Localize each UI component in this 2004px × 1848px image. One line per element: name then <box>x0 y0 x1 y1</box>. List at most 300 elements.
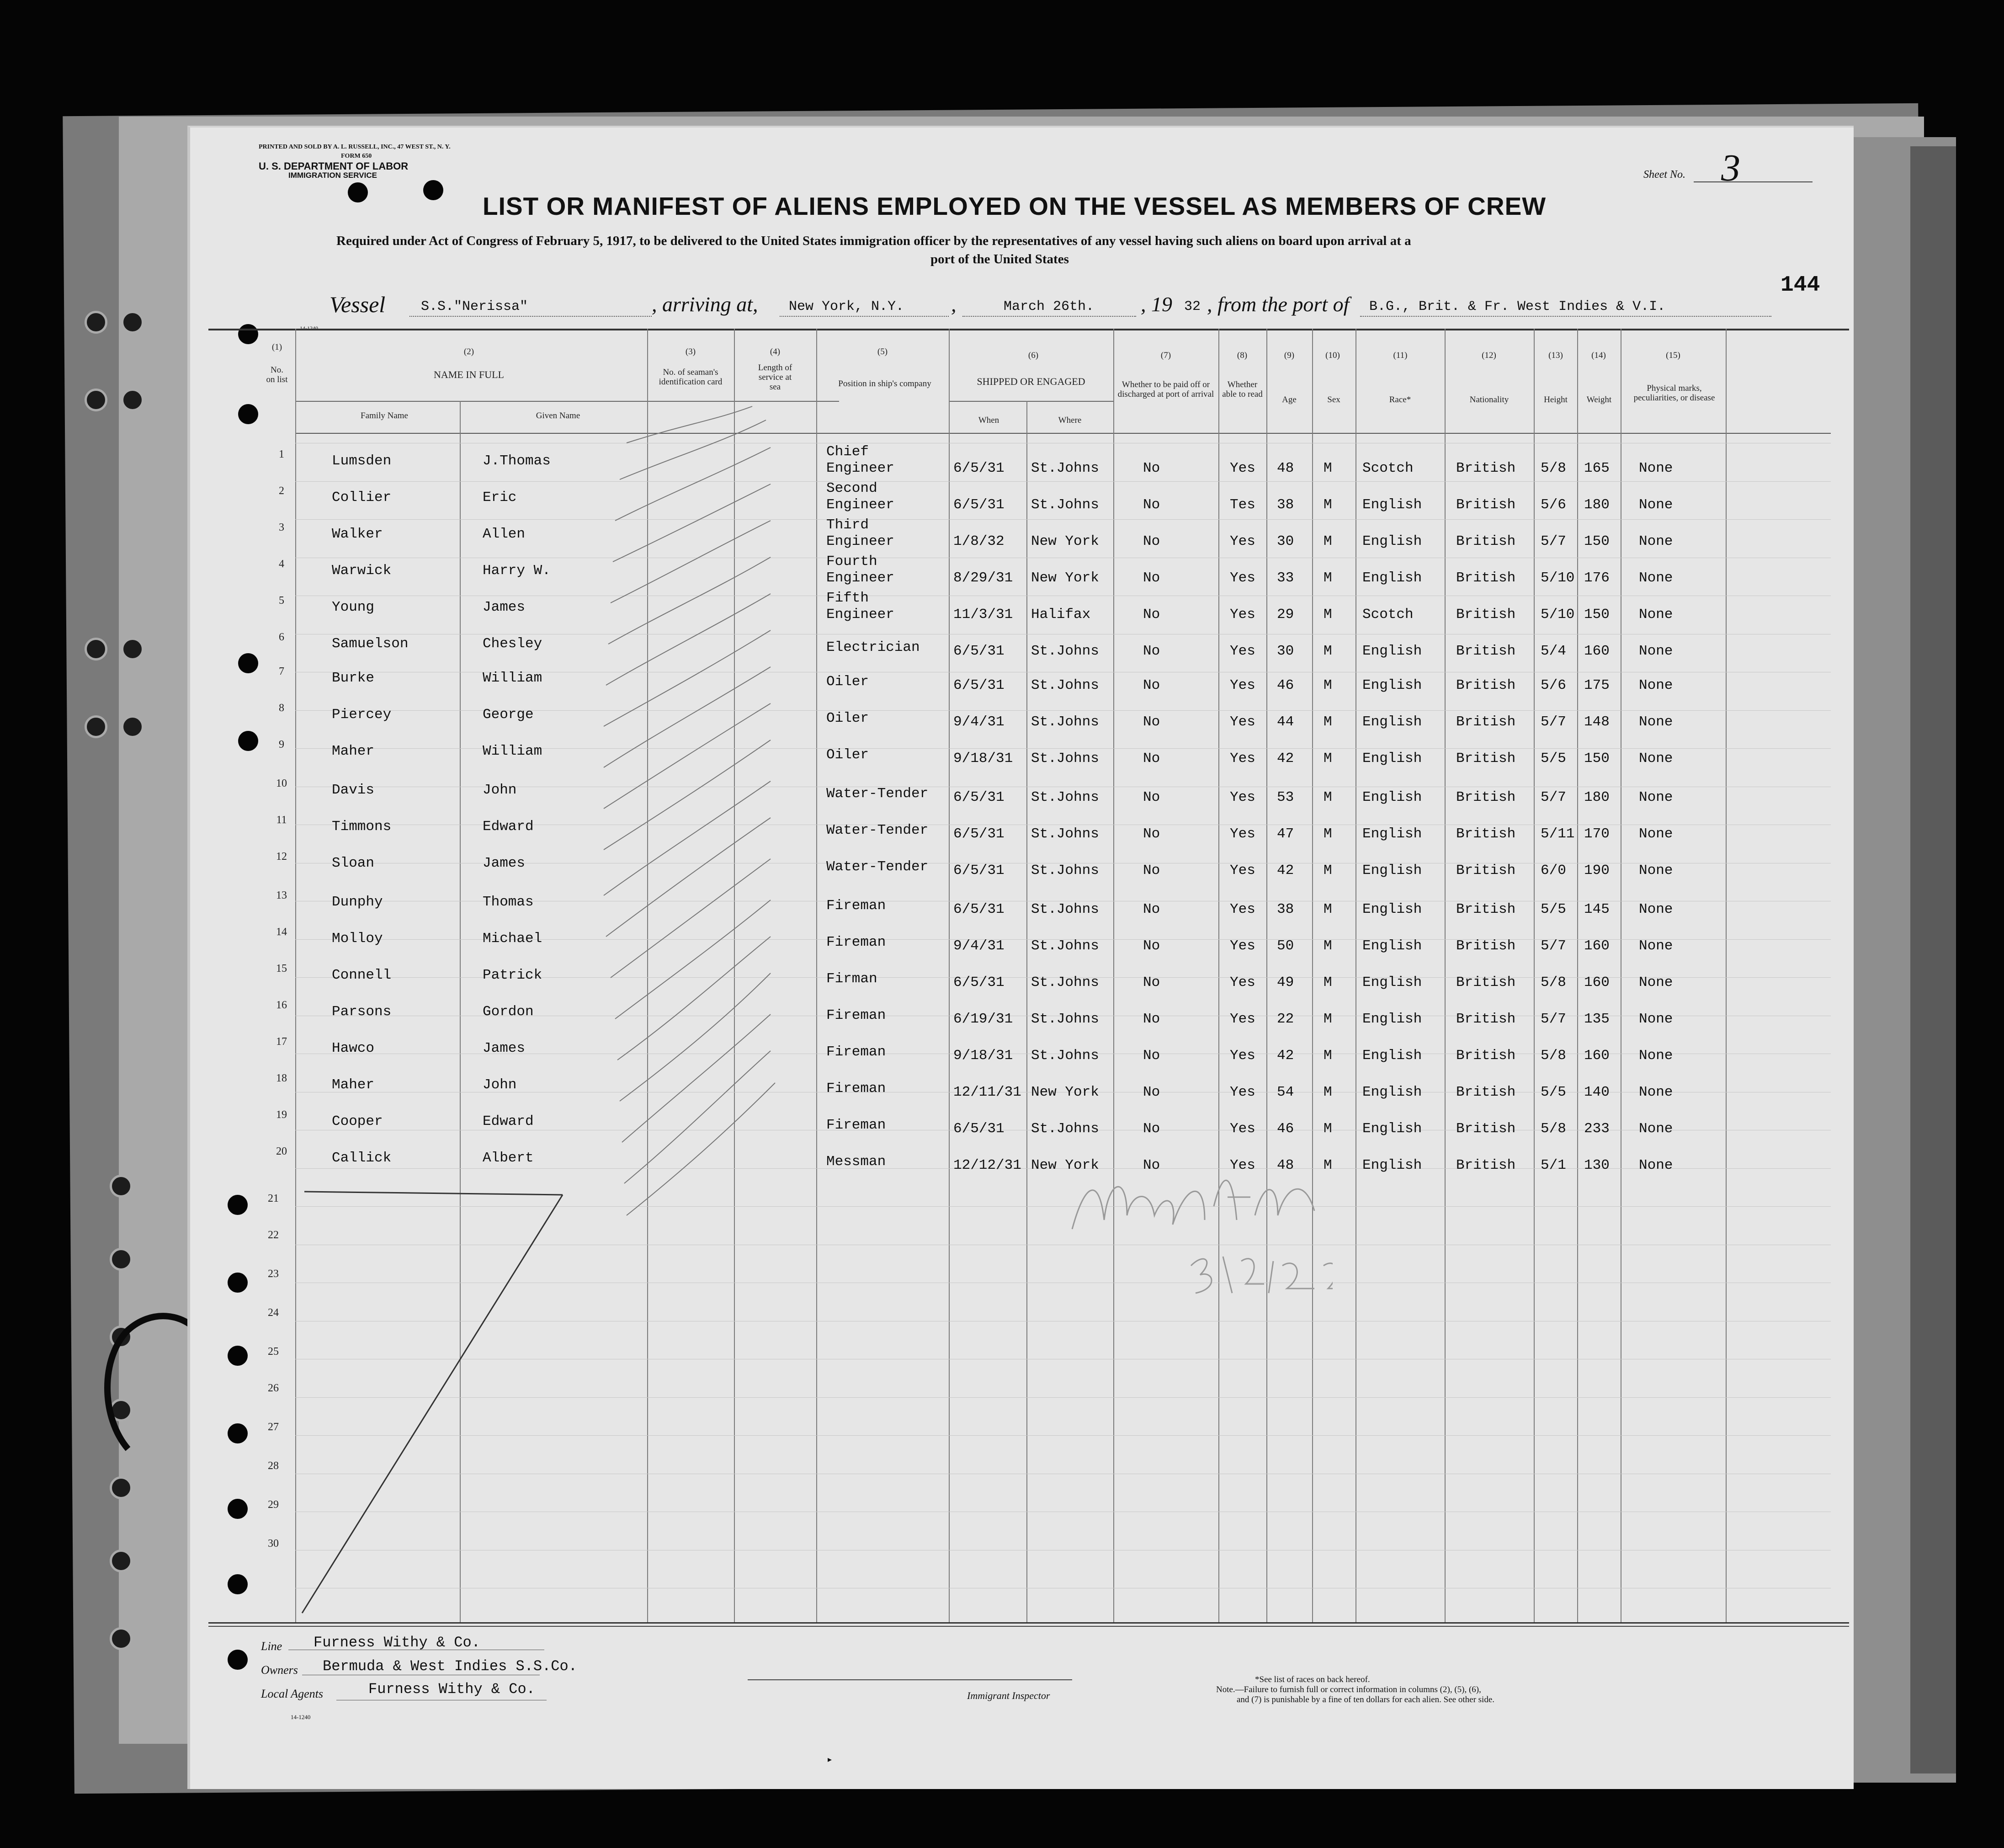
nationality-cell: British <box>1456 1011 1516 1027</box>
nationality-cell: British <box>1456 826 1516 842</box>
able-to-read-cell: Yes <box>1230 533 1255 549</box>
given-name-cell: Eric <box>483 490 517 506</box>
able-to-read-cell: Yes <box>1230 607 1255 623</box>
paid-off-cell: No <box>1143 1121 1160 1137</box>
inspector-handwriting <box>1058 1151 1333 1307</box>
row-number: 16 <box>276 999 287 1011</box>
shipped-when-cell: 6/5/31 <box>953 677 1005 693</box>
sex-cell: M <box>1324 863 1332 879</box>
height-cell: 5/10 <box>1541 607 1575 623</box>
weight-cell: 150 <box>1584 533 1610 549</box>
binder-hole <box>121 638 144 660</box>
position-cell: Fireman <box>826 934 886 950</box>
weight-cell: 145 <box>1584 901 1610 917</box>
paid-off-cell: No <box>1143 677 1160 693</box>
shipped-when-cell: 6/5/31 <box>953 460 1005 476</box>
family-name-cell: Parsons <box>332 1004 392 1020</box>
page-stamp: 144 <box>1781 273 1820 298</box>
race-cell: Scotch <box>1362 460 1414 476</box>
weight-cell: 170 <box>1584 826 1610 842</box>
shipped-when-cell: 12/11/31 <box>953 1084 1021 1100</box>
col1-number: (1) <box>271 342 282 352</box>
physical-marks-cell: None <box>1639 643 1673 659</box>
row-number: 6 <box>279 631 284 643</box>
race-cell: English <box>1362 975 1422 991</box>
col11-number: (11) <box>1393 351 1408 360</box>
age-cell: 47 <box>1277 826 1294 842</box>
paid-off-cell: No <box>1143 1048 1160 1064</box>
position-cell: Chief Engineer <box>826 444 894 476</box>
sex-cell: M <box>1324 1121 1332 1137</box>
row-number: 25 <box>268 1346 279 1358</box>
shipped-when-cell: 6/5/31 <box>953 1121 1005 1137</box>
shipped-when-cell: 6/5/31 <box>953 789 1005 805</box>
line-label: Line <box>261 1640 282 1653</box>
given-name-cell: Thomas <box>483 894 534 910</box>
nationality-cell: British <box>1456 677 1516 693</box>
weight-cell: 150 <box>1584 751 1610 767</box>
physical-marks-cell: None <box>1639 789 1673 805</box>
physical-marks-cell: None <box>1639 460 1673 476</box>
shipped-where-cell: St.Johns <box>1031 1121 1099 1137</box>
given-name-cell: Albert <box>483 1150 534 1166</box>
shipped-where-cell: St.Johns <box>1031 975 1099 991</box>
nationality-cell: British <box>1456 460 1516 476</box>
bottom-mark: ▸ <box>828 1755 832 1764</box>
age-cell: 53 <box>1277 789 1294 805</box>
able-to-read-cell: Yes <box>1230 975 1255 991</box>
family-name-cell: Burke <box>332 670 375 686</box>
age-cell: 49 <box>1277 975 1294 991</box>
binder-hole <box>110 1175 133 1198</box>
shipped-when-cell: 9/4/31 <box>953 938 1005 954</box>
position-cell: Fifth Engineer <box>826 590 894 623</box>
row-number: 30 <box>268 1538 279 1550</box>
col5-number: (5) <box>877 347 888 357</box>
binder-hole <box>110 1248 133 1271</box>
age-cell: 42 <box>1277 751 1294 767</box>
family-name-cell: Hawco <box>332 1040 375 1056</box>
physical-marks-cell: None <box>1639 826 1673 842</box>
agents-label: Local Agents <box>261 1687 324 1700</box>
row-number: 28 <box>268 1460 279 1472</box>
family-name-cell: Collier <box>332 490 392 506</box>
shipped-when-cell: 6/5/31 <box>953 863 1005 879</box>
family-name-cell: Warwick <box>332 563 392 579</box>
position-cell: Fireman <box>826 1007 886 1023</box>
line-value: Furness Withy & Co. <box>314 1634 480 1651</box>
weight-cell: 175 <box>1584 677 1610 693</box>
row-number: 23 <box>268 1268 279 1280</box>
weight-cell: 160 <box>1584 643 1610 659</box>
race-cell: English <box>1362 714 1422 730</box>
shipped-when-cell: 8/29/31 <box>953 570 1013 586</box>
agents-value: Furness Withy & Co. <box>368 1681 535 1698</box>
family-name-cell: Dunphy <box>332 894 383 910</box>
paid-off-cell: No <box>1143 714 1160 730</box>
family-name-cell: Cooper <box>332 1113 383 1129</box>
arrival-date: March 26th. <box>1004 299 1095 314</box>
given-name-cell: William <box>483 743 542 759</box>
age-cell: 29 <box>1277 607 1294 623</box>
physical-marks-cell: None <box>1639 1157 1673 1173</box>
height-cell: 5/5 <box>1541 901 1566 917</box>
binder-hole <box>110 1476 133 1499</box>
sex-cell: M <box>1324 607 1332 623</box>
able-to-read-cell: Yes <box>1230 789 1255 805</box>
weight-cell: 160 <box>1584 975 1610 991</box>
inspector-signature-line <box>748 1679 1072 1680</box>
height-cell: 5/8 <box>1541 1048 1566 1064</box>
service-name: IMMIGRATION SERVICE <box>288 171 377 180</box>
shipped-where-cell: New York <box>1031 533 1099 549</box>
shipped-when-cell: 11/3/31 <box>953 607 1013 623</box>
sheet-label: Sheet No. <box>1643 169 1685 181</box>
shipped-where-cell: St.Johns <box>1031 1048 1099 1064</box>
weight-cell: 160 <box>1584 938 1610 954</box>
col10-number: (10) <box>1325 351 1340 360</box>
family-name-cell: Maher <box>332 1077 375 1093</box>
given-name-cell: Edward <box>483 819 534 835</box>
department-name: U. S. DEPARTMENT OF LABOR <box>259 160 409 172</box>
row-number: 29 <box>268 1499 279 1511</box>
physical-marks-cell: None <box>1639 1011 1673 1027</box>
given-name-cell: John <box>483 1077 517 1093</box>
age-cell: 38 <box>1277 497 1294 513</box>
weight-cell: 180 <box>1584 789 1610 805</box>
height-cell: 5/8 <box>1541 975 1566 991</box>
family-name-cell: Sloan <box>332 855 375 871</box>
able-to-read-cell: Yes <box>1230 460 1255 476</box>
sex-cell: M <box>1324 901 1332 917</box>
given-name-cell: Chesley <box>483 636 542 652</box>
col15-header: Physical marks, peculiarities, or disease <box>1633 383 1715 403</box>
row-number: 12 <box>276 851 287 863</box>
nationality-cell: British <box>1456 901 1516 917</box>
age-cell: 33 <box>1277 570 1294 586</box>
owners-label: Owners <box>261 1663 298 1677</box>
given-name-cell: Michael <box>483 931 542 947</box>
position-cell: Messman <box>826 1154 886 1170</box>
vessel-name: S.S."Nerissa" <box>421 299 528 314</box>
nationality-cell: British <box>1456 570 1516 586</box>
race-cell: Scotch <box>1362 607 1414 623</box>
given-name-cell: Harry W. <box>483 563 551 579</box>
age-cell: 30 <box>1277 533 1294 549</box>
sex-cell: M <box>1324 643 1332 659</box>
col10-header: Sex <box>1327 395 1340 405</box>
height-cell: 5/7 <box>1541 533 1566 549</box>
given-name-cell: Edward <box>483 1113 534 1129</box>
age-cell: 46 <box>1277 677 1294 693</box>
binder-hole <box>85 638 107 660</box>
race-cell: English <box>1362 938 1422 954</box>
nationality-cell: British <box>1456 751 1516 767</box>
height-cell: 5/1 <box>1541 1157 1566 1173</box>
paid-off-cell: No <box>1143 460 1160 476</box>
physical-marks-cell: None <box>1639 901 1673 917</box>
physical-marks-cell: None <box>1639 975 1673 991</box>
height-cell: 5/7 <box>1541 789 1566 805</box>
paid-off-cell: No <box>1143 570 1160 586</box>
sex-cell: M <box>1324 677 1332 693</box>
position-cell: Fireman <box>826 898 886 914</box>
family-name-cell: Samuelson <box>332 636 409 652</box>
given-name-cell: Allen <box>483 526 526 542</box>
shipped-where-cell: St.Johns <box>1031 751 1099 767</box>
row-number: 11 <box>276 814 287 826</box>
col8-number: (8) <box>1237 351 1248 360</box>
paid-off-cell: No <box>1143 1011 1160 1027</box>
binder-hole <box>121 389 144 411</box>
subtitle-line2: port of the United States <box>930 252 1069 266</box>
sex-cell: M <box>1324 1048 1332 1064</box>
position-cell: Water-Tender <box>826 859 929 875</box>
age-cell: 42 <box>1277 863 1294 879</box>
col14-header: Weight <box>1586 395 1612 405</box>
nationality-cell: British <box>1456 607 1516 623</box>
age-cell: 46 <box>1277 1121 1294 1137</box>
nationality-cell: British <box>1456 975 1516 991</box>
col6b-header: Where <box>1058 415 1082 425</box>
weight-cell: 130 <box>1584 1157 1610 1173</box>
age-cell: 48 <box>1277 1157 1294 1173</box>
row-number: 4 <box>279 558 284 570</box>
height-cell: 5/7 <box>1541 938 1566 954</box>
row-number: 2 <box>279 485 284 497</box>
owners-value: Bermuda & West Indies S.S.Co. <box>323 1658 577 1675</box>
row-number: 19 <box>276 1109 287 1121</box>
col2a-header: Family Name <box>361 411 408 421</box>
weight-cell: 190 <box>1584 863 1610 879</box>
race-cell: English <box>1362 751 1422 767</box>
paid-off-cell: No <box>1143 938 1160 954</box>
race-cell: English <box>1362 863 1422 879</box>
shipped-where-cell: St.Johns <box>1031 789 1099 805</box>
binder-hole <box>85 389 107 411</box>
able-to-read-cell: Yes <box>1230 901 1255 917</box>
weight-cell: 176 <box>1584 570 1610 586</box>
weight-cell: 148 <box>1584 714 1610 730</box>
family-name-cell: Lumsden <box>332 453 392 469</box>
paid-off-cell: No <box>1143 1084 1160 1100</box>
physical-marks-cell: None <box>1639 1048 1673 1064</box>
col12-number: (12) <box>1482 351 1496 360</box>
race-cell: English <box>1362 533 1422 549</box>
physical-marks-cell: None <box>1639 938 1673 954</box>
year-prefix: , 19 <box>1141 293 1172 316</box>
shipped-where-cell: St.Johns <box>1031 460 1099 476</box>
weight-cell: 135 <box>1584 1011 1610 1027</box>
arrival-year: 32 <box>1184 299 1201 314</box>
family-name-cell: Davis <box>332 782 375 798</box>
race-cell: English <box>1362 570 1422 586</box>
sex-cell: M <box>1324 975 1332 991</box>
col11-header: Race* <box>1389 395 1411 405</box>
able-to-read-cell: Yes <box>1230 714 1255 730</box>
footer-top-line <box>208 1626 1849 1627</box>
nationality-cell: British <box>1456 714 1516 730</box>
shipped-where-cell: St.Johns <box>1031 677 1099 693</box>
col4-header: Length of service at sea <box>758 363 792 392</box>
paid-off-cell: No <box>1143 789 1160 805</box>
shipped-where-cell: St.Johns <box>1031 826 1099 842</box>
col12-header: Nationality <box>1469 395 1509 405</box>
shipped-where-cell: New York <box>1031 570 1099 586</box>
shipped-where-cell: New York <box>1031 1084 1099 1100</box>
position-cell: Electrician <box>826 639 920 655</box>
paid-off-cell: No <box>1143 901 1160 917</box>
col2b-header: Given Name <box>536 411 580 421</box>
binder-hole <box>110 1550 133 1572</box>
shipped-when-cell: 6/5/31 <box>953 826 1005 842</box>
shipped-when-cell: 9/18/31 <box>953 751 1013 767</box>
able-to-read-cell: Yes <box>1230 1157 1255 1173</box>
sex-cell: M <box>1324 570 1332 586</box>
paid-off-cell: No <box>1143 1157 1160 1173</box>
printer-line: PRINTED AND SOLD BY A. L. RUSSELL, INC., 47 WEST ST., N. Y. <box>259 144 451 150</box>
penalty-note-2: and (7) is punishable by a fine of ten dollars for each alien. See other side. <box>1237 1695 1495 1704</box>
paid-off-cell: No <box>1143 497 1160 513</box>
vessel-label: Vessel <box>330 292 386 317</box>
nationality-cell: British <box>1456 789 1516 805</box>
physical-marks-cell: None <box>1639 607 1673 623</box>
sheet-number: 3 <box>1721 147 1740 189</box>
position-cell: Fireman <box>826 1117 886 1133</box>
paid-off-cell: No <box>1143 975 1160 991</box>
nationality-cell: British <box>1456 863 1516 879</box>
row-number: 17 <box>276 1036 287 1048</box>
age-cell: 54 <box>1277 1084 1294 1100</box>
sex-cell: M <box>1324 497 1332 513</box>
col2-number: (2) <box>463 347 474 357</box>
row-number: 24 <box>268 1307 279 1319</box>
row-number: 18 <box>276 1072 287 1084</box>
col5-header: Position in ship's company <box>838 379 931 389</box>
given-name-cell: James <box>483 855 526 871</box>
penalty-note-1: Note.—Failure to furnish full or correct information in columns (2), (5), (6), <box>1216 1685 1481 1694</box>
from-port: B.G., Brit. & Fr. West Indies & V.I. <box>1369 299 1666 314</box>
able-to-read-cell: Tes <box>1230 497 1255 513</box>
col3-number: (3) <box>685 347 696 357</box>
row-number: 21 <box>268 1193 279 1204</box>
height-cell: 5/8 <box>1541 1121 1566 1137</box>
col9-number: (9) <box>1284 351 1295 360</box>
given-name-cell: John <box>483 782 517 798</box>
binder-hole <box>121 715 144 738</box>
shipped-where-cell: St.Johns <box>1031 643 1099 659</box>
nationality-cell: British <box>1456 1084 1516 1100</box>
row-number: 7 <box>279 666 284 677</box>
sex-cell: M <box>1324 938 1332 954</box>
shipped-where-cell: St.Johns <box>1031 1011 1099 1027</box>
physical-marks-cell: None <box>1639 863 1673 879</box>
sex-cell: M <box>1324 1084 1332 1100</box>
sex-cell: M <box>1324 714 1332 730</box>
shipped-where-cell: St.Johns <box>1031 714 1099 730</box>
height-cell: 5/8 <box>1541 460 1566 476</box>
sex-cell: M <box>1324 460 1332 476</box>
race-cell: English <box>1362 1121 1422 1137</box>
row-number: 22 <box>268 1229 279 1241</box>
age-cell: 42 <box>1277 1048 1294 1064</box>
race-cell: English <box>1362 677 1422 693</box>
position-cell: Oiler <box>826 710 869 726</box>
row-number: 5 <box>279 595 284 607</box>
sex-cell: M <box>1324 826 1332 842</box>
weight-cell: 165 <box>1584 460 1610 476</box>
sex-cell: M <box>1324 533 1332 549</box>
col13-number: (13) <box>1548 351 1563 360</box>
binder-hole <box>85 311 107 334</box>
shipped-where-cell: St.Johns <box>1031 497 1099 513</box>
position-cell: Water-Tender <box>826 786 929 802</box>
row-number: 3 <box>279 522 284 533</box>
row-number: 15 <box>276 963 287 975</box>
family-name-cell: Piercey <box>332 707 392 723</box>
row-number: 8 <box>279 702 284 714</box>
manifest-page <box>187 126 1854 1789</box>
from-label: , from the port of <box>1207 293 1350 316</box>
row-number: 20 <box>276 1145 287 1157</box>
height-cell: 5/11 <box>1541 826 1575 842</box>
race-cell: English <box>1362 1048 1422 1064</box>
able-to-read-cell: Yes <box>1230 1121 1255 1137</box>
paid-off-cell: No <box>1143 863 1160 879</box>
subtitle-line1: Required under Act of Congress of February 5, 1917, to be delivered to the United States immigration officer by the representatives of any vessel having such aliens on board upon arrival at a <box>336 234 1411 248</box>
col8-header: Whether able to read <box>1222 380 1263 399</box>
family-name-cell: Timmons <box>332 819 392 835</box>
age-cell: 50 <box>1277 938 1294 954</box>
age-cell: 44 <box>1277 714 1294 730</box>
shipped-when-cell: 6/5/31 <box>953 497 1005 513</box>
position-cell: Oiler <box>826 674 869 690</box>
position-cell: Third Engineer <box>826 517 894 549</box>
row-number: 26 <box>268 1382 279 1394</box>
inspector-label: Immigrant Inspector <box>967 1690 1050 1701</box>
position-cell: Water-Tender <box>826 822 929 838</box>
height-cell: 5/6 <box>1541 677 1566 693</box>
race-cell: English <box>1362 826 1422 842</box>
weight-cell: 233 <box>1584 1121 1610 1137</box>
shipped-when-cell: 6/5/31 <box>953 975 1005 991</box>
able-to-read-cell: Yes <box>1230 863 1255 879</box>
physical-marks-cell: None <box>1639 677 1673 693</box>
family-name-cell: Young <box>332 599 375 615</box>
family-name-cell: Molloy <box>332 931 383 947</box>
given-name-cell: George <box>483 707 534 723</box>
arriving-label: , arriving at, <box>652 293 758 316</box>
sex-cell: M <box>1324 1157 1332 1173</box>
given-name-cell: James <box>483 599 526 615</box>
shipped-where-cell: St.Johns <box>1031 901 1099 917</box>
col7-number: (7) <box>1160 351 1171 360</box>
able-to-read-cell: Yes <box>1230 1084 1255 1100</box>
age-cell: 30 <box>1277 643 1294 659</box>
col13-header: Height <box>1544 395 1568 405</box>
race-cell: English <box>1362 643 1422 659</box>
physical-marks-cell: None <box>1639 714 1673 730</box>
shipped-where-cell: Halifax <box>1031 607 1091 623</box>
race-cell: English <box>1362 789 1422 805</box>
col15-number: (15) <box>1666 351 1680 360</box>
form-number: FORM 650 <box>341 153 372 160</box>
nationality-cell: British <box>1456 1048 1516 1064</box>
col4-number: (4) <box>770 347 781 357</box>
col6-number: (6) <box>1028 351 1039 360</box>
nationality-cell: British <box>1456 643 1516 659</box>
binder-hole <box>85 715 107 738</box>
